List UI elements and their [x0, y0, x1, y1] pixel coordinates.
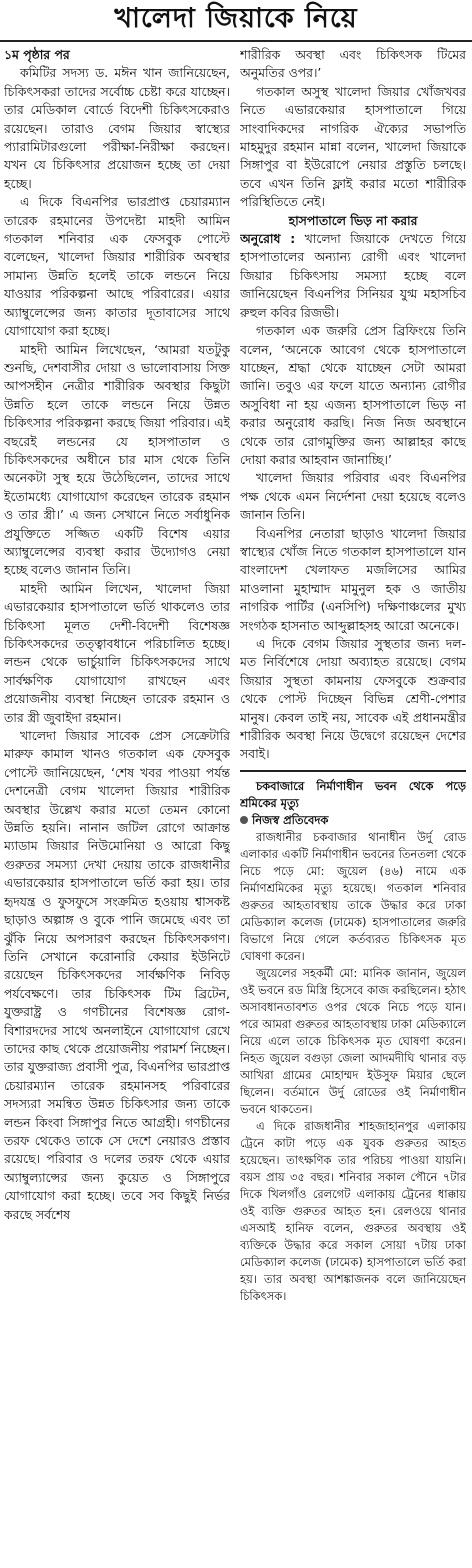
right-column [240, 46, 466, 1564]
page-headline: খালেদা জিয়াকে নিয়ে [0, 0, 472, 42]
second-story [240, 770, 466, 1305]
continued-from-label: ১ম পৃষ্ঠার পর [4, 47, 70, 62]
body-paragraph: এ দিকে বিএনপির ভারপ্রাপ্ত চেয়ারম্যান তারেক রহমানের উপদেষ্টা মাহদী আমিন গতকাল শনিবার এক ফেসবুক পোস্টে বলেছেন, খালেদা জিয়ার শারীরিক অবস্থার সামান্য উন্নতি হলেই তাকে লন্ডনে নিয়ে যাওয়ার পরিকল্পনা আছে পরিবারের। এয়ার অ্যাম্বুলেন্সের জন্য কাতার দূতাবাসের সাথে যোগাযোগ করা হচ্ছে। [4, 194, 230, 339]
body-paragraph: কমিটির সদস্য ড. মঈন খান জানিয়েছেন, চিকিৎসকরা তাদের সর্বোচ্চ চেষ্টা করে যাচ্ছেন। তার মেডিকাল বোর্ডে বিদেশী চিকিৎসকেরাও রয়েছেন। তারাও বেগম জিয়ার স্বাস্থ্যের প্যারামিটারগুলো পরীক্ষা-নিরীক্ষা করছেন। যখন যে চিকিৎসার প্রয়োজন হচ্ছে তা দেয়া হচ্ছে। [4, 65, 230, 191]
body-paragraph [240, 230, 466, 322]
byline-text: নিজস্ব প্রতিবেদক [252, 812, 329, 827]
body-paragraph: মাহদী আমিন লিখেছেন, ‘আমরা যতটুকু শুনছি, দেশবাসীর দোয়া ও ভালোবাসায় সিক্ত আপসহীন নেত্রীর শারীরিক অবস্থার কিছুটা উন্নতি হলে তাকে লন্ডনে নিয়ে উন্নত চিকিৎসার পরিকল্পনা করছে জিয়া পরিবার। এই বছরেই লন্ডনের যে হাসপাতাল ও চিকিৎসকদের অধীনে চার মাস থেকে তিনি অনেকটা সুস্থ হয়ে উঠেছিলেন, তাদের সাথে ইতোমধ্যে যোগাযোগ করেছেন তারেক রহমান ও তার স্ত্রী।’ এ জন্য সেখানে নিতে সর্বাধুনিক প্রযুক্তিতে সজ্জিত একটি বিশেষ এয়ার অ্যাম্বুলেন্সের ব্যবস্থা করার উদ্যোগও নেয়া হচ্ছে বলেও জানান তিনি। [4, 341, 230, 578]
second-story-title: চকবাজারে নির্মাণাধীন ভবন থেকে পড়ে শ্রমিকের মৃত্যু [240, 778, 466, 810]
byline [240, 812, 466, 829]
body-paragraph: গতকাল অসুস্থ খালেদা জিয়ার খোঁজখবর নিতে এভারকেয়ার হাসপাতালে গিয়ে সাংবাদিকদের নাগরিক ঐক্যের সভাপতি মাহমুদুর রহমান মান্না বলেন, খালেদা জিয়াকে সিঙ্গাপুর বা ইউরোপে নেয়ার প্রস্তুতি চলছে। তবে এখন তিনি ফ্লাই করার মতো শারীরিক পরিস্থিতিতে নেই। [240, 83, 466, 210]
body-paragraph: রাজধানীর চকবাজার থানাধীন উর্দু রোড এলাকার একটি নির্মাণাধীন ভবনের তিনতলা থেকে নিচে পড়ে মো: জুয়েল (৪৬) নামে এক নির্মাণশ্রমিকের মৃত্যু হয়েছে। গতকাল শনিবার গুরুতর আহতাবস্থায় তাকে উদ্ধার করে ঢাকা মেডিক্যাল কলেজ (ঢামেক) হাসপাতালের জরুরি বিভাগে নিয়ে গেলে কর্তব্যরত চিকিৎসক মৃত ঘোষণা করেন। [240, 829, 466, 963]
body-paragraph: খালেদা জিয়ার সাবেক প্রেস সেক্রেটারি মারুফ কামাল খানও গতকাল এক ফেসবুক পোস্টে জানিয়েছেন, ‘শেষ খবর পাওয়া পর্যন্ত দেশনেত্রী বেগম খালেদা জিয়ার শারীরিক অবস্থার উল্লেখ করার মতো তেমন কোনো উন্নতি হয়নি। নানান জটিল রোগে আক্রান্ত ম্যাডাম জিয়ার নিউমোনিয়া ও আরো কিছু গুরুতর সমস্যা দেখা দেয়ায় তাকে রাজধানীর এভারকেয়ার হাসপাতালে ভর্তি করা হয়। তার হৃদযন্ত্র ও ফুসফুসে সংক্রমিত হওয়ায় শ্বাসকষ্ট ছাড়াও অল্পাঙ্গ ও বুকে পানি জমেছে এবং তা ঝুঁকি নিয়ে অপসারণ করছেন চিকিৎসকগণ। তিনি সেখানে করোনারি কেয়ার ইউনিটে রয়েছেন চিকিৎসকদের সার্বক্ষণিক নিবিড় পর্যবেক্ষণে। তার চিকিৎসক টিম ব্রিটেন, যুক্তরাষ্ট্র ও গণচীনের বিশেষজ্ঞ রোগ-বিশারদদের সাথে অনলাইনে যোগাযোগ রেখে তাদের কাছ থেকে প্রয়োজনীয় পরামর্শ নিচ্ছেন। তার যুক্তরাজ্য প্রবাসী পুত্র, বিএনপির ভারপ্রাপ্ত চেয়ারম্যান তারেক রহমানসহ পরিবারের সদস্যরা সমন্বিত উন্নত চিকিৎসার জন্য তাকে লন্ডন কিংবা সিঙ্গাপুর নিতে আগ্রহী। গণচীনের তরফ থেকেও তাকে সে দেশে নেয়ারও প্রস্তাব রয়েছে। পরিবার ও দলের তরফ থেকে এয়ার অ্যাম্বুল্যান্সের জন্য কুয়েত ও সিঙ্গাপুরে যোগাযোগ করা হচ্ছে। তবে সব কিছুই নির্ভর করছে সর্বশেষ [4, 728, 230, 1222]
article-columns [0, 42, 472, 1564]
bullet-icon [240, 816, 248, 824]
body-paragraph: মাহদী আমিন লিখেন, খালেদা জিয়া এভারকেয়ার হাসপাতালে ভর্তি থাকলেও তার চিকিৎসা মূলত দেশী-বিদেশী বিশেষজ্ঞ চিকিৎসকদের তত্ত্বাবধানে পরিচালিত হচ্ছে। লন্ডন থেকে ভার্চুয়ালি চিকিৎসকদের সাথে সার্বক্ষণিক যোগাযোগ রাখছেন এবং প্রয়োজনীয় ব্যবস্থা নিচ্ছেন তারেক রহমান ও তার স্ত্রী জুবাইদা রহমান। [4, 580, 230, 725]
subheading: হাসপাতালে ভিড় না করার [288, 212, 418, 228]
subheading-lead: অনুরোধ : [240, 231, 296, 247]
body-paragraph: গতকাল এক জরুরি প্রেস ব্রিফিংয়ে তিনি বলেন, ‘অনেকে আবেগ থেকে হাসপাতালে যাচ্ছেন, শ্রদ্ধা থেকে যাচ্ছেন সেটা আমরা জানি। তবুও এর ফলে যাতে অন্যান্য রোগীর অসুবিধা না হয় এজন্য হাসপাতালে ভিড় না করার অনুরোধ করছি। নিজ নিজ অবস্থানে থেকে তার রোগমুক্তির জন্য আল্লাহর কাছে দোয়া করার আহবান জানাচ্ছি।’ [240, 323, 466, 467]
body-paragraph: খালেদা জিয়ার পরিবার এবং বিএনপির পক্ষ থেকে এমন নির্দেশনা দেয়া হয়েছে বলেও জানান তিনি। [240, 470, 466, 523]
left-column [4, 46, 230, 1564]
body-paragraph: এ দিকে বেগম জিয়ার সুস্থতার জন্য দল-মত নির্বিশেষে দোয়া অব্যাহত রয়েছে। বেগম জিয়ার সুস্থতা কামনায় ফেসবুকে শুক্রবার থেকে পোস্ট দিচ্ছেন বিভিন্ন শ্রেণী-পেশার মানুষ। কেবল তাই নয়, সাবেক এই প্রধানমন্ত্রীর শারীরিক অবস্থা নিয়ে উদ্বেগে রয়েছেন দেশের সবাই। [240, 636, 466, 762]
body-paragraph: এ দিকে রাজধানীর শাহজাহানপুর এলাকায় ট্রেনে কাটা পড়ে এক যুবক গুরুতর আহত হয়েছেন। তাৎক্ষণিক তার পরিচয় পাওয়া যায়নি। বয়স প্রায় ৩৫ বছর। শনিবার সকাল পৌনে ৭টার দিকে খিলগাঁও রেলগেট এলাকায় ট্রেনের ধাক্কায় ওই ব্যক্তি গুরুতর আহত হন। রেলওয়ে থানার এসআই হানিফ বলেন, গুরুতর অবস্থায় ওই ব্যক্তিকে উদ্ধার করে সকাল সোয়া ৭টায় ঢাকা মেডিক্যাল কলেজ (ঢামেক) হাসপাতালে ভর্তি করা হয়। তার অবস্থা আশঙ্কাজনক বলে জানিয়েছেন চিকিৎসক। [240, 1118, 466, 1303]
subheading-text: খালেদা জিয়াকে দেখতে গিয়ে হাসপাতালের অন্যান্য রোগী এবং খালেদা জিয়ার চিকিৎসায় সমস্যা হচ্ছে বলে জানিয়েছেন বিএনপির সিনিয়র যুগ্ম মহাসচিব রুহুল কবির রিজভী। [240, 231, 466, 320]
body-paragraph: বিএনপির নেতারা ছাড়াও খালেদা জিয়ার স্বাস্থ্যের খোঁজ নিতে গতকাল হাসপাতালে যান বাংলাদেশ খেলাফত মজলিসের আমির মাওলানা মুহাম্মাদ মামুনুল হক ও জাতীয় নাগরিক পার্টির (এনসিপি) দক্ষিণাঞ্চলের মুখ্য সংগঠক হাসনাত আব্দুল্লাহসহ আরো অনেকে। [240, 525, 466, 633]
body-paragraph: জুয়েলের সহকর্মী মো: মানিক জানান, জুয়েল ওই ভবনে রড মিস্ত্রি হিসেবে কাজ করছিলেন। হঠাৎ অসাবধানতাবশত ওপর থেকে নিচে পড়ে যান। পরে আমরা গুরুতর আহতাবস্থায় ঢাকা মেডিক্যালে নিয়ে এলে তাকে চিকিৎসক মৃত ঘোষণা করেন। নিহত জুয়েল বগুড়া জেলা আদমদীঘি থানার বড় আখিরা গ্রামের মোহাম্মদ ইউসুফ মিয়ার ছেলে ছিলেন। বর্তমানে উর্দু রোডের ওই নির্মাণাধীন ভবনে থাকতেন। [240, 965, 466, 1116]
body-paragraph: শারীরিক অবস্থা এবং চিকিৎসক টিমের অনুমতির ওপর।’ [240, 47, 466, 81]
